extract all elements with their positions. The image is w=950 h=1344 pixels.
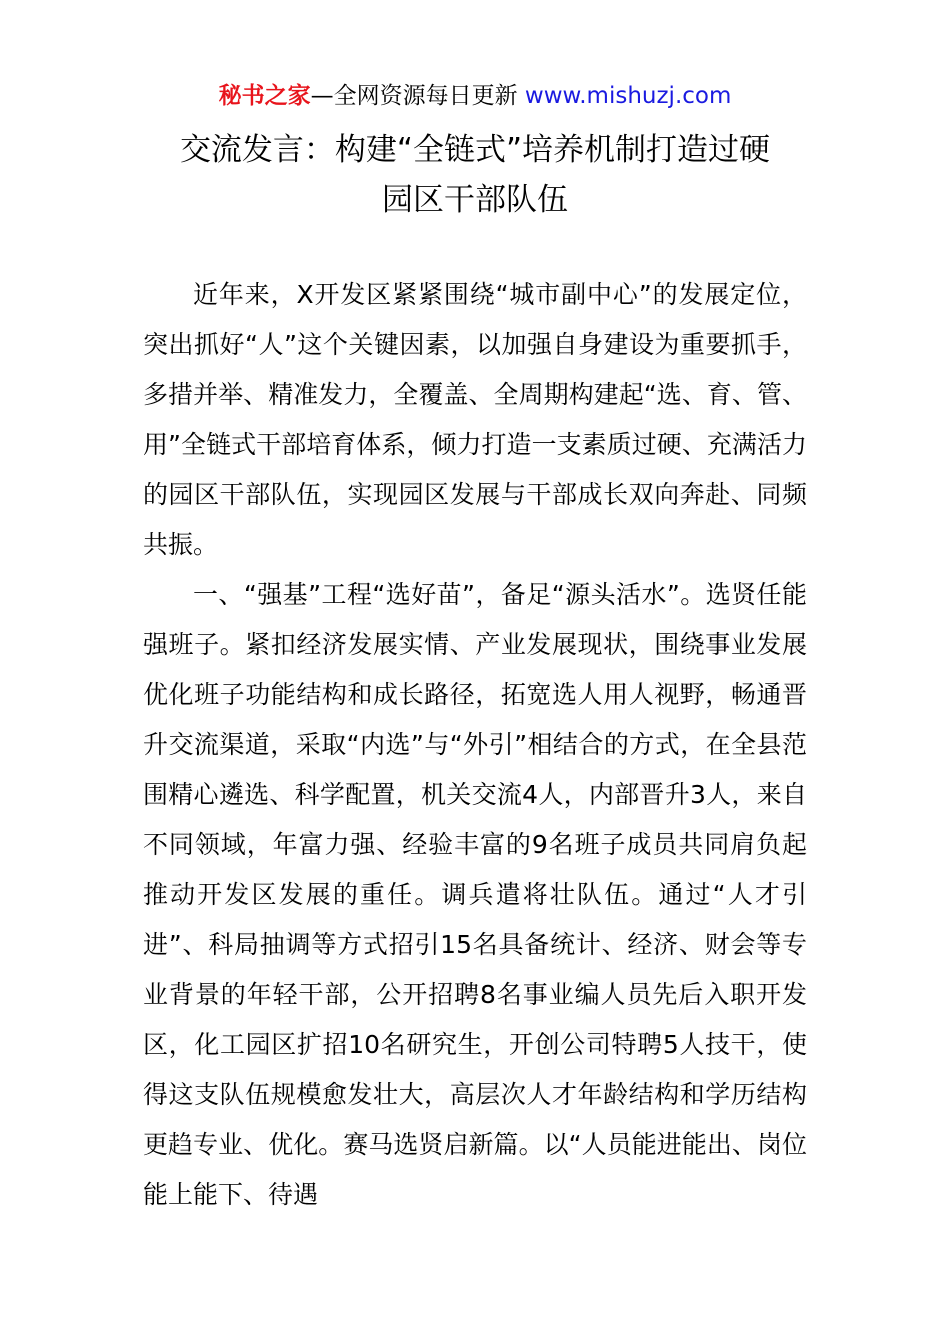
document-body <box>143 270 807 1220</box>
body-paragraph-intro: 近年来，X开发区紧紧围绕“城市副中心”的发展定位，突出抓好“人”这个关键因素，以加强自身建设为重要抓手，多措并举、精准发力，全覆盖、全周期构建起“选、育、管、用”全链式干部培育体系，倾力打造一支素质过硬、充满活力的园区干部队伍，实现园区发展与干部成长双向奔赴、同频共振。 <box>143 280 807 559</box>
body-paragraph-section-1: 一、“强基”工程“选好苗”，备足“源头活水”。选贤任能强班子。紧扣经济发展实情、产业发展现状，围绕事业发展优化班子功能结构和成长路径，拓宽选人用人视野，畅通晋升交流渠道，采取“内选”与“外引”相结合的方式，在全县范围精心遴选、科学配置，机关交流4人，内部晋升3人，来自不同领域，年富力强、经验丰富的9名班子成员共同肩负起推动开发区发展的重任。调兵遣将壮队伍。通过“人才引进”、科局抽调等方式招引15名具备统计、经济、财会等专业背景的年轻干部，公开招聘8名事业编人员先后入职开发区，化工园区扩招10名研究生，开创公司特聘5人技干，使得这支队伍规模愈发壮大，高层次人才年龄结构和学历结构更趋专业、优化。赛马选贤启新篇。以“人员能进能出、岗位能上能下、待遇 <box>143 580 807 1209</box>
site-brand: 秘书之家 <box>218 83 311 109</box>
site-url-link[interactable]: www.mishuzj.com <box>524 83 732 109</box>
site-tagline: —全网资源每日更新 <box>310 83 525 109</box>
document-title-line-2: 园区干部队伍 <box>382 182 568 218</box>
document-title <box>60 125 890 225</box>
site-header <box>0 80 950 112</box>
document-title-line-1: 交流发言：构建“全链式”培养机制打造过硬 <box>179 132 771 168</box>
